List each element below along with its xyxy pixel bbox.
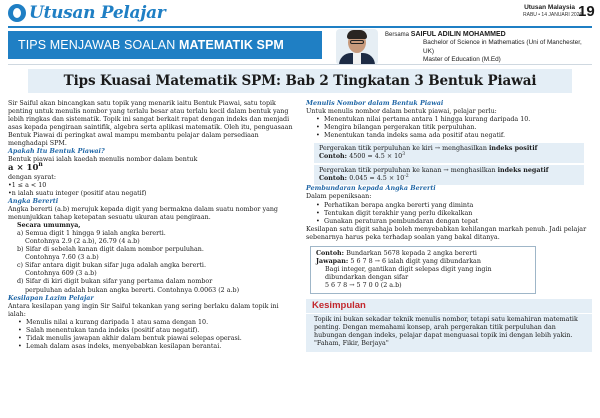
list-item: • Menentukan tanda indeks sama ada positif atau negatif. (316, 132, 592, 140)
paragraph: Antara kesilapan yang ingin Sir Saiful tekankan yang sering berlaku dalam topik ini ialah: (8, 302, 279, 318)
rule-example: perpuluhan adalah bukan angka bererti. Contohnya 0.0063 (2 a.b) (25, 286, 240, 294)
right-column (306, 100, 592, 352)
section-heading: Apakah Itu Bentuk Piawai? (8, 148, 105, 156)
rule-example: Contohnya 2.9 (2 a.b), 26.79 (4 a.b) (25, 238, 140, 246)
paper-info (523, 4, 583, 18)
list-item: • Gunakan peraturan pembundaran dengan tepat (316, 218, 592, 226)
list-item: • Salah menentukan tanda indeks (positif atau negatif). (18, 327, 294, 335)
paragraph: Bentuk piawai ialah kaedah menulis nombor dalam bentuk (8, 156, 198, 164)
author-portrait-icon (336, 29, 378, 65)
section-heading: Menulis Nombor dalam Bentuk Piawai (306, 100, 444, 107)
conclusion-box (306, 314, 592, 352)
section-heading: Kesilapan Lazim Pelajar (8, 294, 94, 302)
list-item: • Tentukan digit terakhir yang perlu dikekalkan (316, 210, 592, 218)
rule-item: c) Sifar antara digit bukan sifar juga adalah angka bererti. (17, 262, 206, 270)
condition: •n ialah suatu integer (positif atau negatif) (8, 189, 147, 197)
paragraph: Untuk menulis nombor dalam bentuk piawai, pelajar perlu: (306, 108, 497, 116)
author-block (330, 29, 592, 63)
paragraph: Kesilapan satu digit sahaja boleh menyebabkan kehilangan markah penuh. Jadi pelajar sebenarnya harus peka terhadap soalan yang bakal ditanya. (306, 225, 587, 241)
divider (8, 64, 592, 65)
paper-name: Utusan Malaysia (524, 4, 575, 11)
list-item: • Mengira bilangan pergerakan titik perpuluhan. (316, 124, 592, 132)
conclusion-text: Topik ini bukan sekadar teknik menulis nombor, tetapi satu kemahiran matematik penting. Dengan memahami konsep, arah pergerakan titik perpuluhan dan hubungan dengan indeks, pelajar dapat menguasai topik ini dengan lebih yakin. (314, 315, 578, 340)
list-item: • Tidak menulis jawapan akhir dalam bentuk piawai selepas operasi. (18, 335, 294, 343)
author-degree: Master of Education (M.Ed) (423, 56, 501, 64)
rule-example: Contohnya 609 (3 a.b) (25, 270, 97, 278)
section-heading: Pembundaran kepada Angka Bererti (306, 185, 436, 193)
rule-item: d) Sifar di kiri digit bukan sifar yang pertama dalam nombor (17, 278, 213, 286)
writing-steps-list (306, 116, 592, 140)
rule-item: a) Semua digit 1 hingga 9 ialah angka bererti. (17, 230, 166, 238)
author-degree: Bachelor of Science in Mathematics (Uni of Manchester, UK) (423, 39, 582, 55)
brand-mark-icon (8, 4, 26, 22)
series-title: TIPS MENJAWAB SOALAN MATEMATIK SPM (18, 38, 284, 52)
rules-lead: Secara umumnya, (17, 222, 81, 230)
rule-item: b) Sifar di sebelah kanan digit dalam nombor perpuluhan. (17, 246, 204, 254)
negative-index-box: Pergerakan titik perpuluhan ke kanan → menghasilkan indeks negatif Contoh: $0.045 = 4.5 \times 10^{-2}$ (314, 165, 584, 185)
mistakes-list (8, 319, 294, 351)
article-title: Tips Kuasai Matematik SPM: Bab 2 Tingkatan 3 Bentuk Piawai (63, 73, 537, 89)
masthead (0, 0, 600, 66)
left-column (8, 100, 294, 351)
paper-date: RABU • 14 JANUARI 2026 (523, 12, 583, 18)
positive-index-box: Pergerakan titik perpuluhan ke kiri → menghasilkan indeks positif Contoh: $4500 = 4.5 \times 10^3$ (314, 143, 584, 163)
series-banner (8, 31, 322, 59)
rounding-example-box: Contoh: Bundarkan 5678 kepada 2 angka bererti Jawapan: 5 6 7 8 → 6 ialah digit yang dibundarkan Bagi integer, gantikan digit selepas digit yang ingin dibundarkan dengan sifar 5 6 7 8 → 5 7 0 0 (2 a.b) (310, 246, 536, 294)
intro-paragraph: Sir Saiful akan bincangkan satu topik yang menarik iaitu Bentuk Piawai, satu topik penting untuk menulis nombor yang terlalu besar atau terlalu kecil dalam bentuk yang lebih ringkas dan sistematik. Topik ini sangat berkait rapat dengan indeks dan menjadi asas kepada pengiraan saintifik, algebra serta aplikasi matematik. Oleh itu, penguasaan Bentuk Piawai di peringkat awal mampu membantu pelajar dalam persediaan menghadapi SPM. (8, 100, 293, 148)
paragraph: Dalam pepeniksaan: (306, 193, 372, 201)
list-item: • Lemah dalam asas indeks, menyebabkan kesilapan berantai. (18, 343, 294, 351)
section-heading: Angka Bererti (8, 198, 59, 206)
rounding-steps-list (306, 202, 592, 226)
brand-name: Utusan Pelajar (29, 3, 166, 23)
list-item: • Perhatikan berapa angka bererti yang diminta (316, 202, 592, 210)
list-item: • Menentukan nilai pertama antara 1 hingga kurang daripada 10. (316, 116, 592, 124)
paragraph: dengan syarat: (8, 173, 56, 181)
article-title-box (28, 69, 572, 93)
author-name: SAIFUL ADILIN MOHAMMED (410, 31, 506, 38)
condition: •1 ≤ a < 10 (8, 181, 47, 189)
list-item: • Menulis nilai a kurang daripada 1 atau sama dengan 10. (18, 319, 294, 327)
page-number: 19 (578, 3, 595, 20)
author-by: Bersama (385, 32, 410, 38)
header-rule (8, 26, 592, 28)
conclusion-heading: Kesimpulan (306, 299, 592, 313)
brand-logo (8, 2, 165, 24)
rule-example: Contohnya 7.60 (3 a.b) (25, 254, 99, 262)
motto: "Faham, Fikir, Berjaya" (314, 340, 389, 348)
standard-form-formula: $a \times 10^n$ (8, 161, 43, 174)
author-credits (385, 31, 592, 65)
paragraph: Angka bererti (a.b) merujuk kepada digit yang bermakna dalam suatu nombor yang menunjukkan tahap ketepatan sesuatu ukuran atau pengiraan. (8, 206, 278, 222)
